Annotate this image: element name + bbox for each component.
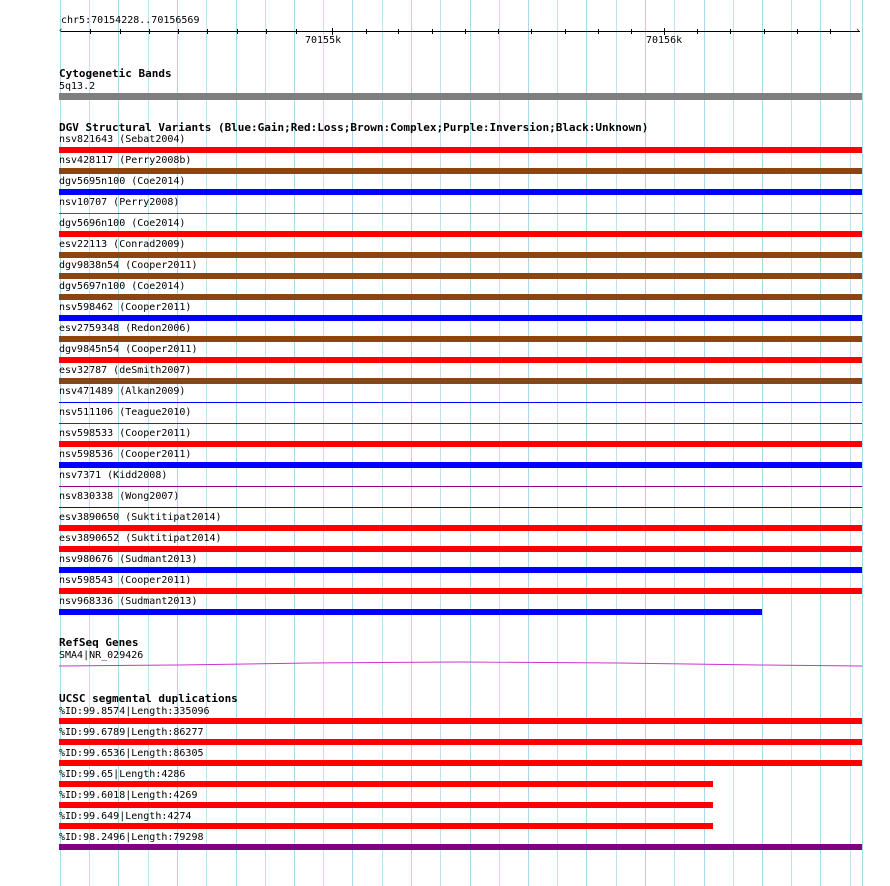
segdup-label: %ID:99.649|Length:4274: [59, 811, 192, 822]
segdup-label: %ID:99.8574|Length:335096: [59, 706, 210, 717]
dgv-variant-label: nsv598533 (Cooper2011): [59, 428, 192, 439]
ruler-tick: [531, 29, 532, 34]
segdup-label: %ID:98.2496|Length:79298: [59, 832, 204, 843]
ruler-tick: [631, 29, 632, 34]
dgv-variant-label: dgv5696n100 (Coe2014): [59, 218, 186, 229]
ruler-tick: [697, 29, 698, 34]
ruler-left-arrow-icon: ‹: [58, 26, 64, 36]
dgv-variant-feature[interactable]: [59, 423, 862, 424]
dgv-variant-label: nsv7371 (Kidd2008): [59, 470, 168, 481]
dgv-variant-feature[interactable]: [59, 441, 862, 447]
dgv-variant-label: esv3890652 (Suktitipat2014): [59, 533, 222, 544]
dgv-variant-feature[interactable]: [59, 486, 862, 487]
dgv-variant-feature[interactable]: [59, 378, 862, 384]
segdup-feature[interactable]: [59, 739, 862, 745]
dgv-variant-feature[interactable]: [59, 315, 862, 321]
dgv-variant-feature[interactable]: [59, 462, 862, 468]
ruler-tick: [237, 29, 238, 34]
dgv-variant-feature[interactable]: [59, 189, 862, 195]
ruler-tick: [465, 29, 466, 34]
segdups-track-title[interactable]: UCSC segmental duplications: [59, 692, 238, 705]
gene-label: SMA4|NR_029426: [59, 650, 144, 661]
ruler-tick-label: 70155k: [305, 35, 342, 46]
segdup-label: %ID:99.6018|Length:4269: [59, 790, 198, 801]
ruler-tick: [296, 29, 297, 34]
grid-line: [862, 0, 863, 886]
dgv-variant-feature[interactable]: [59, 294, 862, 300]
ruler-tick: [366, 29, 367, 34]
ruler-tick: [565, 29, 566, 34]
dgv-variant-feature[interactable]: [59, 357, 862, 363]
segdup-feature[interactable]: [59, 802, 713, 808]
dgv-variant-feature[interactable]: [59, 213, 862, 214]
ruler-tick: [120, 29, 121, 34]
ruler-tick: [398, 29, 399, 34]
cytoband-label: 5q13.2: [59, 81, 96, 92]
dgv-variant-feature[interactable]: [59, 402, 862, 403]
ruler-tick: [797, 29, 798, 34]
dgv-variant-feature[interactable]: [59, 273, 862, 279]
ruler-tick: [207, 29, 208, 34]
ruler-tick: [149, 29, 150, 34]
dgv-variant-label: nsv968336 (Sudmant2013): [59, 596, 198, 607]
segdup-feature[interactable]: [59, 718, 862, 724]
dgv-track-title[interactable]: DGV Structural Variants (Blue:Gain;Red:Loss;Brown:Complex;Purple:Inversion;Black:Unknown): [59, 121, 649, 134]
ruler-tick: [332, 28, 333, 35]
dgv-variant-label: nsv471489 (Alkan2009): [59, 386, 186, 397]
ruler-tick-label: 70156k: [646, 35, 683, 46]
segdup-feature[interactable]: [59, 823, 713, 829]
dgv-variant-label: dgv5697n100 (Coe2014): [59, 281, 186, 292]
dgv-variant-label: nsv821643 (Sebat2004): [59, 134, 186, 145]
dgv-variant-feature[interactable]: [59, 525, 862, 531]
dgv-variant-label: nsv598536 (Cooper2011): [59, 449, 192, 460]
dgv-variant-label: dgv9838n54 (Cooper2011): [59, 260, 198, 271]
dgv-variant-label: nsv598543 (Cooper2011): [59, 575, 192, 586]
dgv-variant-label: nsv428117 (Perry2008b): [59, 155, 192, 166]
gene-model-line: [59, 662, 862, 666]
ruler-tick: [764, 29, 765, 34]
ruler-tick: [498, 29, 499, 34]
position-label: chr5:70154228..70156569: [61, 15, 200, 26]
segdup-feature[interactable]: [59, 844, 862, 850]
dgv-variant-label: nsv511106 (Teague2010): [59, 407, 192, 418]
ruler-tick: [90, 29, 91, 34]
segdup-label: %ID:99.6789|Length:86277: [59, 727, 204, 738]
ruler-tick: [730, 29, 731, 34]
ruler-tick: [178, 29, 179, 34]
dgv-variant-feature[interactable]: [59, 147, 862, 153]
ruler-tick: [830, 29, 831, 34]
segdup-label: %ID:99.65|Length:4286: [59, 769, 186, 780]
dgv-variant-label: dgv5695n100 (Coe2014): [59, 176, 186, 187]
refseq-gene-feature[interactable]: [59, 658, 862, 670]
dgv-variant-label: esv2759348 (Redon2006): [59, 323, 192, 334]
dgv-variant-label: dgv9845n54 (Cooper2011): [59, 344, 198, 355]
dgv-variant-feature[interactable]: [59, 507, 862, 508]
cytoband-feature[interactable]: [59, 93, 862, 100]
dgv-variant-label: nsv830338 (Wong2007): [59, 491, 180, 502]
dgv-variant-feature[interactable]: [59, 252, 862, 258]
segdup-feature[interactable]: [59, 781, 713, 787]
dgv-variant-label: nsv980676 (Sudmant2013): [59, 554, 198, 565]
cytobands-track-title[interactable]: Cytogenetic Bands: [59, 67, 172, 80]
segdup-label: %ID:99.6536|Length:86305: [59, 748, 204, 759]
ruler-tick: [266, 29, 267, 34]
dgv-variant-feature[interactable]: [59, 168, 862, 174]
dgv-variant-label: nsv598462 (Cooper2011): [59, 302, 192, 313]
dgv-variant-feature[interactable]: [59, 588, 862, 594]
dgv-variant-label: nsv10707 (Perry2008): [59, 197, 180, 208]
segdup-feature[interactable]: [59, 760, 862, 766]
dgv-variant-feature[interactable]: [59, 609, 762, 615]
refseq-track-title[interactable]: RefSeq Genes: [59, 636, 139, 649]
dgv-variant-feature[interactable]: [59, 336, 862, 342]
dgv-variant-label: esv22113 (Conrad2009): [59, 239, 186, 250]
ruler-tick: [598, 29, 599, 34]
dgv-variant-feature[interactable]: [59, 231, 862, 237]
ruler-tick: [664, 28, 665, 35]
dgv-variant-feature[interactable]: [59, 546, 862, 552]
ruler-tick: [432, 29, 433, 34]
dgv-variant-label: esv3890650 (Suktitipat2014): [59, 512, 222, 523]
ruler-line: [61, 31, 860, 32]
dgv-variant-label: esv32787 (deSmith2007): [59, 365, 192, 376]
dgv-variant-feature[interactable]: [59, 567, 862, 573]
ruler-right-arrow-icon: ›: [855, 26, 861, 36]
